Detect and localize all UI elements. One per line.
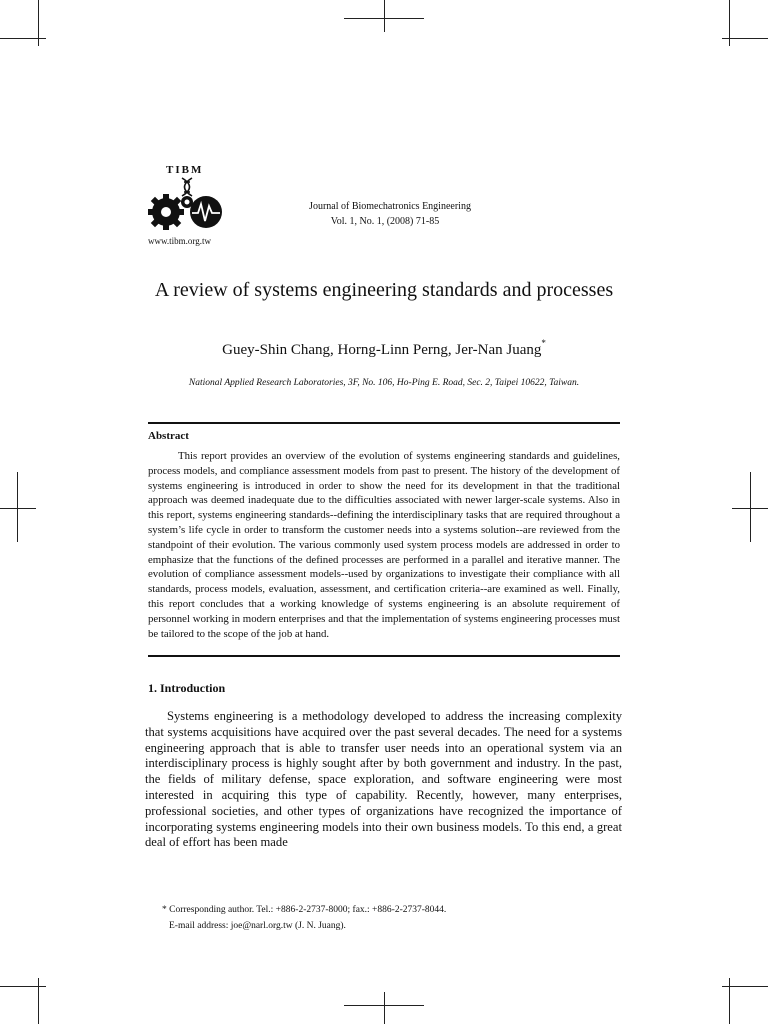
affiliation: National Applied Research Laboratories, 3F, No. 106, Ho-Ping E. Road, Sec. 2, Taipei 10622, Taiwan. bbox=[188, 378, 580, 388]
paper-authors bbox=[120, 338, 648, 359]
abstract-top-rule bbox=[148, 422, 620, 424]
journal-volume: Vol. 1, No. 1, (2008) 71-85 bbox=[330, 216, 440, 227]
dna-icon bbox=[182, 178, 192, 196]
footnote-email: E-mail address: joe@narl.org.tw (J. N. Juang). bbox=[169, 921, 346, 931]
abstract-text: This report provides an overview of the evolution of systems engineering standards and guidelines, process models, and compliance assessment models from past to present. The history of the development of systems engineering is introduced in order to show the need for its development in that the traditional approach was deemed inadequate due to the difficulties associated with newer larger-scale systems. Also in this report, systems engineering standards--defining the interdisciplinary tasks that are required throughout a system’s life cycle in order to transform the customer needs into a systems solution--are reviewed from the standpoint of their evolution. The various commonly used system process models are addressed in order to emphasize that the functions of the defined processes are performed in a parallel and iterative manner. The evolution of compliance assessment models--used by organizations to investigate their compliance with all standards, process models, evaluation, assessment, and certification criteria--are examined as well. Finally, this report concludes that a working knowledge of systems engineering is an absolute requirement of personnel working in modern enterprises and that the implementation of systems engineering processes must be tailored to the scope of the job at hand. bbox=[148, 450, 620, 640]
footnote-corresponding: * Corresponding author. Tel.: +886-2-2737-8000; fax.: +886-2-2737-8044. bbox=[162, 905, 447, 915]
journal-name: Journal of Biomechatronics Engineering bbox=[309, 201, 471, 212]
abstract-bottom-rule bbox=[148, 655, 620, 657]
author-list: Guey-Shin Chang, Horng-Linn Perng, Jer-Nan Juang bbox=[222, 342, 542, 358]
paper-title: A review of systems engineering standards and processes bbox=[154, 279, 614, 301]
corresponding-mark: * bbox=[541, 338, 546, 348]
abstract-heading: Abstract bbox=[148, 430, 189, 442]
gear-icon bbox=[148, 194, 184, 230]
logo-title: TIBM bbox=[166, 164, 204, 176]
introduction-text: Systems engineering is a methodology developed to address the increasing complexity that systems acquisitions have acquired over the past several decades. The need for a systems engineering approach that is able to transfer user needs into an operational system via an interdisciplinary process is highly sought after by both government and industry. In the past, the fields of military defense, space exploration, and software engineering were most interested in acquiring this type of capability. Recently, however, many enterprises, professional societies, and other types of organizations have recognized the importance of incorporating systems engineering models into their own business models. To this end, a great deal of effort has been made bbox=[145, 709, 622, 850]
logo-url: www.tibm.org.tw bbox=[148, 236, 211, 246]
section-heading-introduction: 1. Introduction bbox=[148, 681, 226, 695]
